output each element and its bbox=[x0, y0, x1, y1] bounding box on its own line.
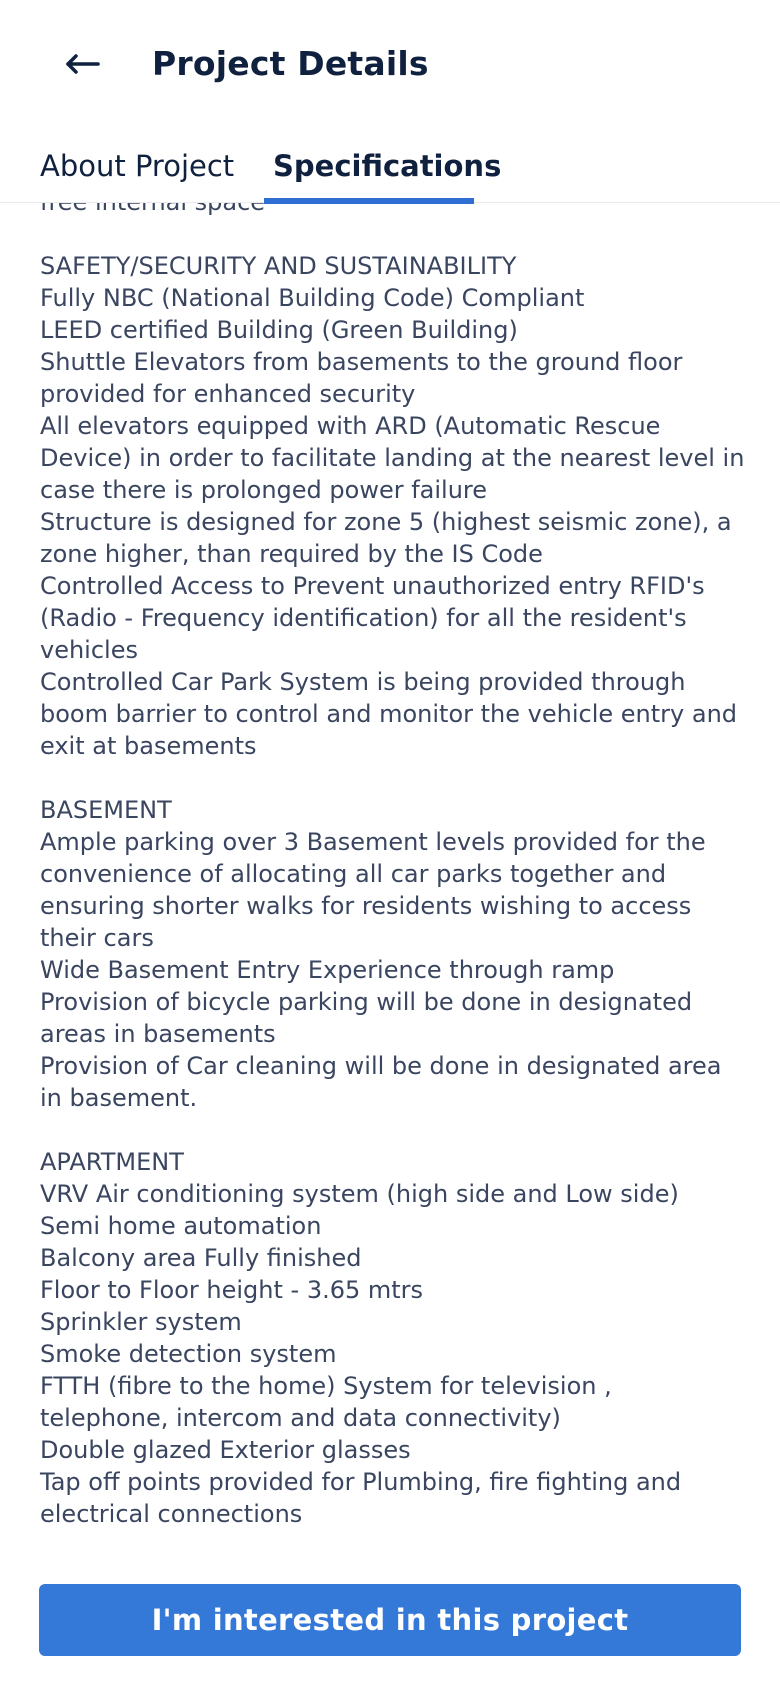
spec-line: Controlled Car Park System is being provided through boom barrier to control and monitor the vehicle entry and exit at basements bbox=[40, 668, 738, 760]
spec-line: VRV Air conditioning system (high side and Low side) bbox=[40, 1180, 679, 1208]
tab-about-project[interactable]: About Project bbox=[40, 149, 235, 183]
active-tab-indicator bbox=[264, 198, 474, 204]
spec-line: All elevators equipped with ARD (Automatic Rescue Device) in order to facilitate landing at the nearest level in case there is prolonged power failure bbox=[40, 412, 745, 504]
section-heading-apartment: APARTMENT bbox=[40, 1148, 184, 1176]
spec-line: Tap off points provided for Plumbing, fire fighting and electrical connections bbox=[40, 1468, 682, 1528]
spec-line: Fully NBC (National Building Code) Compliant bbox=[40, 284, 585, 312]
spec-line: Provision of Car cleaning will be done in designated area in basement. bbox=[40, 1052, 722, 1112]
arrow-left-icon bbox=[64, 52, 100, 76]
tab-bar bbox=[0, 130, 780, 203]
interested-button[interactable]: I'm interested in this project bbox=[39, 1584, 741, 1656]
spec-line: Controlled Access to Prevent unauthorized entry RFID's (Radio - Frequency identification) for all the resident's vehicles bbox=[40, 572, 705, 664]
app-header bbox=[0, 0, 780, 130]
section-heading-safety: SAFETY/SECURITY AND SUSTAINABILITY bbox=[40, 252, 517, 280]
spec-line: Structure is designed for zone 5 (highest seismic zone), a zone higher, than required by the IS Code bbox=[40, 508, 732, 568]
spec-line: Semi home automation bbox=[40, 1212, 322, 1240]
spec-line: Smoke detection system bbox=[40, 1340, 337, 1368]
spec-line: Floor to Floor height - 3.65 mtrs bbox=[40, 1276, 424, 1304]
spec-line: Sprinkler system bbox=[40, 1308, 242, 1336]
back-button[interactable] bbox=[58, 40, 106, 88]
spec-line: Balcony area Fully finished bbox=[40, 1244, 362, 1272]
specifications-text bbox=[40, 186, 745, 1530]
section-heading-basement: BASEMENT bbox=[40, 796, 172, 824]
spec-line: Provision of bicycle parking will be done in designated areas in basements bbox=[40, 988, 693, 1048]
tab-specifications[interactable]: Specifications bbox=[273, 149, 502, 183]
spec-line: LEED certified Building (Green Building) bbox=[40, 316, 518, 344]
spec-line: Shuttle Elevators from basements to the ground floor provided for enhanced security bbox=[40, 348, 683, 408]
spec-line: Double glazed Exterior glasses bbox=[40, 1436, 411, 1464]
specifications-content[interactable] bbox=[0, 130, 780, 1530]
spec-line: FTTH (fibre to the home) System for television , telephone, intercom and data connectivity) bbox=[40, 1372, 612, 1432]
spec-line: Ample parking over 3 Basement levels provided for the convenience of allocating all car parks together and ensuring shorter walks for residents wishing to access their cars bbox=[40, 828, 706, 952]
spec-line: Wide Basement Entry Experience through ramp bbox=[40, 956, 615, 984]
page-title: Project Details bbox=[152, 44, 429, 83]
